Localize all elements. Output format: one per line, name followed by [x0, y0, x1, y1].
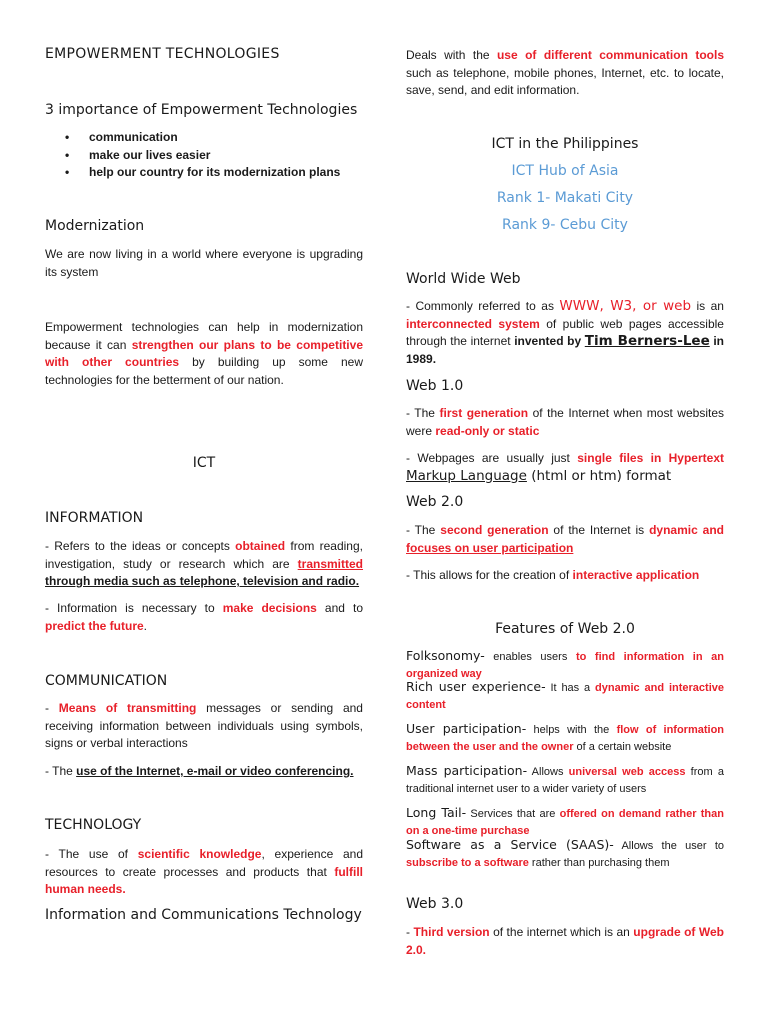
web3-paragraph: - Third version of the internet which is an upgrade of Web 2.0. — [406, 925, 725, 957]
ict-definition-paragraph: Deals with the use of different communication tools such as telephone, mobile phones, Internet, etc. to locate, save, send, and edit information. — [406, 48, 724, 97]
web2-heading: Web 2.0 — [406, 494, 464, 510]
communication-paragraph-1: - Means of transmitting messages or sending and receiving information between individuals using symbols, signs or verbal interactions — [45, 701, 363, 750]
web1-heading: Web 1.0 — [406, 378, 464, 394]
modernization-paragraph-1: We are now living in a world where everyone is upgrading its system — [45, 247, 363, 279]
philippines-heading: ICT in the Philippines — [491, 136, 639, 152]
technology-heading: TECHNOLOGY — [45, 817, 142, 833]
modernization-paragraph-2: Empowerment technologies can help in modernization because it can strengthen our plans to be competitive with other countries by building up some new technologies for the betterment of our nation. — [45, 320, 363, 387]
feature-mass-participation: Mass participation- Allows universal web access from a traditional internet user to a wider variety of users — [406, 763, 725, 795]
feature-user-participation: User participation- helps with the flow of information between the user and the owner of a certain website — [406, 721, 725, 753]
list-item: • help our country for its modernization plans — [45, 164, 363, 182]
feature-long-tail: Long Tail- Services that are offered on demand rather than on a one-time purchase — [406, 805, 724, 837]
philippines-item: Rank 9- Cebu City — [502, 217, 628, 233]
information-heading: INFORMATION — [45, 510, 144, 526]
web2-paragraph-2: - This allows for the creation of interactive application — [406, 568, 700, 582]
information-paragraph-1: - Refers to the ideas or concepts obtained from reading, investigation, study or research which are transmitted through media such as telephone, television and radio. — [45, 539, 363, 588]
list-item: • make our lives easier — [45, 147, 363, 165]
philippines-item: Rank 1- Makati City — [496, 190, 634, 206]
modernization-heading: Modernization — [45, 218, 145, 234]
importance-list — [45, 129, 363, 182]
list-item: • communication — [45, 129, 363, 147]
technology-paragraph: - The use of scientific knowledge, experience and resources to create processes and products that fulfill human needs. — [45, 847, 363, 896]
web1-paragraph-1: - The first generation of the Internet when most websites were read-only or static — [406, 406, 724, 438]
information-paragraph-2: - Information is necessary to make decisions and to predict the future. — [45, 601, 363, 633]
features-heading: Features of Web 2.0 — [495, 621, 635, 637]
feature-saas: Software as a Service (SAAS)- Allows the user to subscribe to a software rather than purchasing them — [406, 837, 724, 869]
ict-heading: ICT — [192, 455, 216, 471]
importance-heading: 3 importance of Empowerment Technologies — [45, 102, 358, 118]
communication-heading: COMMUNICATION — [45, 673, 168, 689]
communication-paragraph-2: - The use of the Internet, e-mail or video conferencing. — [45, 764, 354, 778]
web3-heading: Web 3.0 — [406, 896, 464, 912]
web1-paragraph-2: - Webpages are usually just single files in Hypertext Markup Language (html or htm) format — [406, 451, 724, 484]
ict-full-heading: Information and Communications Technology — [45, 907, 362, 923]
www-paragraph: - Commonly referred to as WWW, W3, or web is an interconnected system of public web pages accessible through the internet invented by Tim Berners-Lee in 1989. — [406, 298, 725, 366]
feature-rich-user-experience: Rich user experience- It has a dynamic and interactive content — [406, 679, 724, 711]
web2-paragraph-1: - The second generation of the Internet is dynamic and focuses on user participation — [406, 523, 725, 555]
philippines-item: ICT Hub of Asia — [511, 163, 619, 179]
www-heading: World Wide Web — [406, 271, 521, 287]
feature-folksonomy: Folksonomy- enables users to find information in an organized way — [406, 648, 724, 680]
document-title: EMPOWERMENT TECHNOLOGIES — [45, 46, 280, 62]
